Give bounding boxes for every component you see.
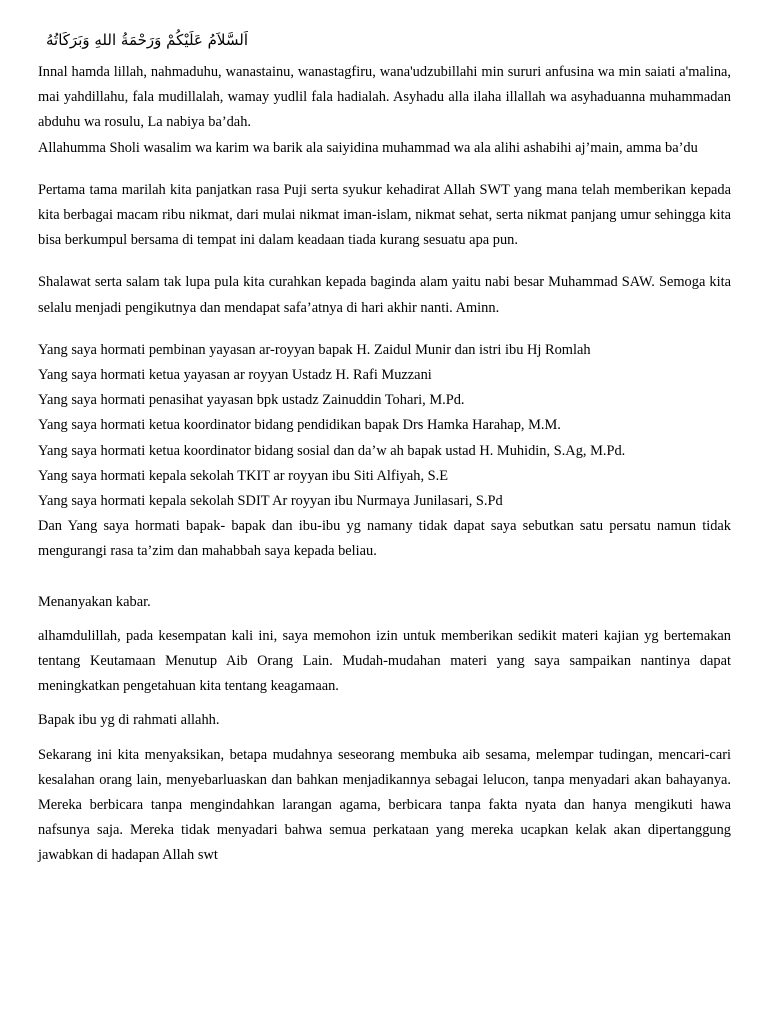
shalawat-paragraph: Shalawat serta salam tak lupa pula kita curahkan kepada baginda alam yaitu nabi besar Muhammad SAW. Semoga kita selalu menjadi pengikutnya dan mendapat safa’atnya di hari akhir nanti. Aminn. — [38, 274, 731, 316]
honorific-closing-paragraph: Dan Yang saya hormati bapak- bapak dan ibu-ibu yg namany tidak dapat saya sebutkan satu persatu namun tidak mengurangi rasa ta’zim dan mahabbah saya kepada beliau. — [38, 518, 731, 560]
sholawat-paragraph: Allahumma Sholi wasalim wa karim wa barik ala saiyidina muhammad wa ala alihi ashabihi aj’main, amma ba’du — [38, 139, 698, 156]
address-line: Bapak ibu yg di rahmati allahh. — [38, 712, 220, 729]
gratitude-paragraph: Pertama tama marilah kita panjatkan rasa Puji serta syukur kehadirat Allah SWT yang mana telah memberikan kepada kita berbagai macam ribu nikmat, dari mulai nikmat iman-islam, nikmat sehat, serta nikmat panjang umur sehingga kita bisa berkumpul bersama di tempat ini dalam keadaan tiada kurang sesuatu apa pun. — [38, 181, 731, 249]
speech-body — [38, 60, 731, 869]
main-content-paragraph: Sekarang ini kita menyaksikan, betapa mudahnya seseorang membuka aib sesama, melempar tudingan, mencari-cari kesalahan orang lain, menyebarluaskan dan bahkan menjadikannya sebagai lelucon, tanpa menyadari akan bahayanya. Mereka berbicara tanpa mengindahkan larangan agama, berbicara tanpa fakta nyata dan hanya mengikuti hawa nafsunya saja. Mereka tidak menyadari bahwa semua perkataan yang mereka ucapkan kelak akan dipertanggung jawabkan di hadapan Allah swt — [38, 746, 731, 864]
opening-praise-paragraph: Innal hamda lillah, nahmaduhu, wanastainu, wanastagfiru, wana'udzubillahi min sururi anfusina wa min saiati a'malina, mai yahdillahu, fala mudillalah, wamay yudlil fala hadialah. Asyhadu alla ilaha illallah wa asyhaduanna muhammadan abduhu wa rosulu, La nabiya ba’dah. — [38, 64, 731, 131]
honorific-line: Yang saya hormati pembinan yayasan ar-royyan bapak H. Zaidul Munir dan istri ibu Hj Romlah — [38, 341, 591, 358]
honorific-line: Yang saya hormati ketua koordinator bidang sosial dan da’w ah bapak ustad H. Muhidin, S.Ag, M.Pd. — [38, 442, 626, 459]
honorific-line: Yang saya hormati ketua yayasan ar royyan Ustadz H. Rafi Muzzani — [38, 367, 432, 384]
honorific-line: Yang saya hormati kepala sekolah TKIT ar royyan ibu Siti Alfiyah, S.E — [38, 467, 449, 484]
honorific-line: Yang saya hormati penasihat yayasan bpk ustadz Zainuddin Tohari, M.Pd. — [38, 392, 465, 409]
honorific-line: Yang saya hormati ketua koordinator bidang pendidikan bapak Drs Hamka Harahap, M.M. — [38, 417, 561, 434]
salam-greeting: اَلسَّلاَمُ عَلَيْكُمْ وَرَحْمَةُ اللهِ وَبَرَكَاتُهُ — [46, 31, 248, 49]
ask-news-line: Menanyakan kabar. — [38, 593, 151, 610]
honorific-line: Yang saya hormati kepala sekolah SDIT Ar royyan ibu Nurmaya Junilasari, S.Pd — [38, 493, 503, 510]
topic-intro-paragraph: alhamdulillah, pada kesempatan kali ini, saya memohon izin untuk memberikan sedikit materi kajian yg bertemakan tentang Keutamaan Menutup Aib Orang Lain. Mudah-mudahan materi yang saya sampaikan nantinya dapat meningkatkan pengetahuan kita tentang keagamaan. — [38, 627, 731, 695]
